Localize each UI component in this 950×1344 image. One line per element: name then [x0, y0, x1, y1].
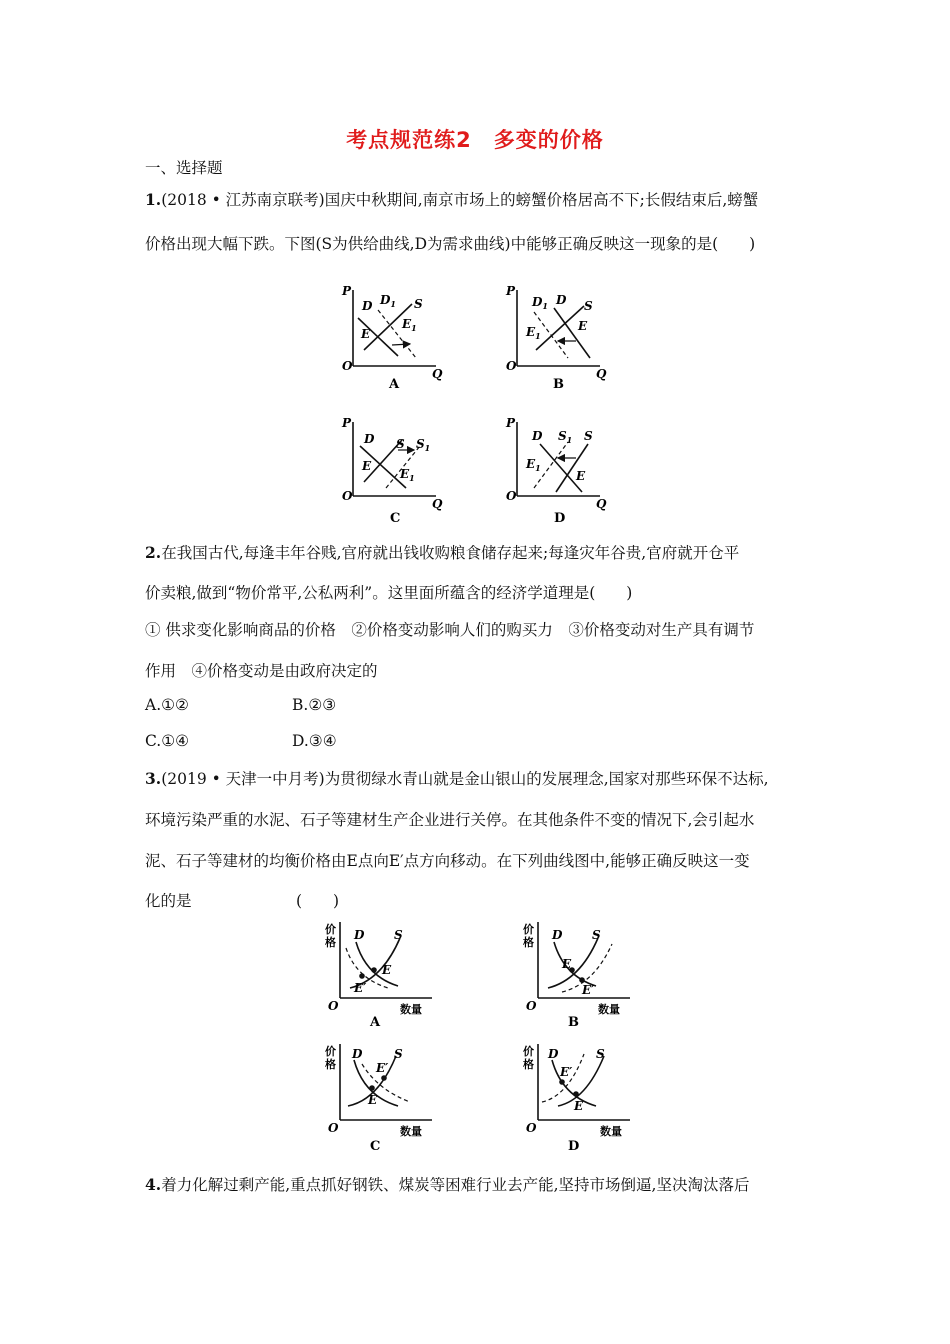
d1-label: $D_1$: [532, 295, 548, 311]
origin-label: O: [506, 359, 517, 373]
s-label: S: [394, 1047, 403, 1061]
q2-statements-1: ① 供求变化影响商品的价格 ②价格变动影响人们的购买力 ③价格变动对生产具有调节: [145, 621, 755, 639]
q2-number: 2.: [145, 543, 162, 562]
q4-number: 4.: [145, 1175, 162, 1194]
q2-line2: 价卖粮,做到“物价常平,公私两利”。这里面所蕴含的经济学道理是( ): [145, 584, 633, 602]
graph-caption: B: [568, 1015, 579, 1030]
quantity-label: 数量: [400, 1125, 422, 1138]
p-axis-label: P: [342, 416, 352, 430]
e-label: E: [362, 459, 372, 473]
q3-graph-a: [322, 918, 440, 1036]
q4-text-1: 着力化解过剩产能,重点抓好钢铁、煤炭等困难行业去产能,坚持市场倒逼,坚决淘汰落后: [161, 1176, 750, 1194]
e-label: E: [578, 319, 588, 333]
page-title: 考点规范练2 多变的价格: [346, 128, 604, 152]
graph-caption: C: [390, 511, 401, 526]
q2-option-c[interactable]: C.①④: [145, 732, 190, 750]
equilibrium-e: [573, 1091, 579, 1097]
price-label-1: 价: [325, 923, 336, 936]
d-label: D: [364, 432, 375, 446]
graph-caption: D: [554, 511, 566, 526]
q3-text-1: (2019 • 天津一中月考)为贯彻绿水青山就是金山银山的发展理念,国家对那些环保不达标,: [161, 770, 769, 788]
e-label: E: [576, 469, 586, 483]
q1-line2: 价格出现大幅下跌。下图(S为供给曲线,D为需求曲线)中能够正确反映这一现象的是( ): [145, 235, 756, 253]
q3-line2: 环境污染严重的水泥、石子等建材生产企业进行关停。在其他条件不变的情况下,会引起水: [145, 811, 755, 829]
graph-caption: C: [370, 1139, 381, 1154]
q1-number: 1.: [145, 190, 162, 209]
q2-line1: [145, 541, 739, 563]
e1-label: $E_1$: [526, 457, 541, 473]
q3-line4: 化的是: [145, 892, 192, 910]
graph-caption: B: [553, 377, 564, 392]
q3-line1: [145, 767, 769, 789]
q1-graph-d: [500, 416, 612, 526]
q1-graph-b: [500, 284, 612, 392]
origin-label: O: [342, 489, 353, 503]
equilibrium-e: [369, 1085, 375, 1091]
e1-label: $E_1$: [400, 467, 415, 483]
q3-answer-paren: ( ): [296, 892, 340, 910]
s-label: S: [584, 429, 593, 443]
origin-label: O: [328, 999, 339, 1013]
d-label: D: [532, 429, 543, 443]
e-prime-label: E′: [582, 983, 595, 997]
e1-label: $E_1$: [402, 317, 417, 333]
d-label: D: [362, 299, 373, 313]
quantity-label: 数量: [600, 1125, 622, 1138]
price-label-1: 价: [523, 1045, 534, 1058]
e-label: E: [361, 327, 371, 341]
price-label-2: 格: [325, 936, 336, 949]
e-label: E: [368, 1093, 378, 1107]
s-label: S: [414, 297, 423, 311]
d-label: D: [552, 928, 563, 942]
equilibrium-e-prime: [359, 973, 365, 979]
q2-statements-2: 作用 ④价格变动是由政府决定的: [145, 662, 378, 680]
q1-graph-a: [336, 284, 448, 392]
equilibrium-e-prime: [381, 1075, 387, 1081]
q3-graph-b: [520, 918, 638, 1036]
e-label: E: [574, 1099, 584, 1113]
s-label: S: [596, 1047, 605, 1061]
d-label: D: [556, 293, 567, 307]
demand-curve: [554, 308, 590, 358]
q-axis-label: Q: [432, 367, 443, 381]
q1-line1: [145, 188, 758, 210]
price-label-2: 格: [523, 936, 534, 949]
d-label: D: [548, 1047, 559, 1061]
e-label: E: [562, 957, 572, 971]
q2-option-b[interactable]: B.②③: [292, 696, 337, 714]
d-label: D: [352, 1047, 363, 1061]
quantity-label: 数量: [598, 1003, 620, 1016]
q1-graph-c: [336, 416, 448, 526]
s1-label: $S_1$: [416, 437, 431, 453]
q2-option-a[interactable]: A.①②: [145, 696, 189, 714]
price-label-1: 价: [325, 1045, 336, 1058]
section-heading: 一、选择题: [145, 159, 223, 177]
e-prime-label: E′: [560, 1065, 573, 1079]
origin-label: O: [526, 1121, 537, 1135]
equilibrium-e-prime: [559, 1079, 565, 1085]
q2-option-d[interactable]: D.③④: [292, 732, 337, 750]
q3-line3: 泥、石子等建材的均衡价格由E点向E′点方向移动。在下列曲线图中,能够正确反映这一变: [145, 852, 750, 870]
e1-label: $E_1$: [526, 325, 541, 341]
graph-caption: A: [370, 1015, 381, 1030]
graph-caption: D: [568, 1139, 580, 1154]
p-axis-label: P: [342, 284, 352, 298]
demand-curve: [356, 942, 398, 986]
q1-text-1: (2018 • 江苏南京联考)国庆中秋期间,南京市场上的螃蟹价格居高不下;长假结束后,螃蟹: [161, 191, 759, 209]
e-label: E: [382, 963, 392, 977]
e-prime-label: E′: [354, 981, 367, 995]
q2-text-1: 在我国古代,每逢丰年谷贱,官府就出钱收购粮食储存起来;每逢灾年谷贵,官府就开仓平: [161, 544, 740, 562]
origin-label: O: [342, 359, 353, 373]
quantity-label: 数量: [400, 1003, 422, 1016]
shift-arrow: [392, 344, 410, 345]
graph-caption: A: [389, 377, 400, 392]
supply-curve: [536, 306, 584, 350]
p-axis-label: P: [506, 284, 516, 298]
s-label: S: [394, 928, 403, 942]
origin-label: O: [526, 999, 537, 1013]
s-label: S: [592, 928, 601, 942]
equilibrium-e: [371, 967, 377, 973]
demand-curve: [554, 942, 596, 986]
q4-line1: [145, 1173, 749, 1195]
origin-label: O: [506, 489, 517, 503]
d-label: D: [354, 928, 365, 942]
q3-graph-c: [322, 1040, 440, 1158]
s-label: S: [396, 437, 405, 451]
price-label-2: 格: [523, 1058, 534, 1071]
e-prime-label: E′: [376, 1061, 389, 1075]
d1-label: $D_1$: [380, 293, 396, 309]
q-axis-label: Q: [432, 497, 443, 511]
q3-number: 3.: [145, 769, 162, 788]
equilibrium-e-prime: [579, 977, 585, 983]
price-label-1: 价: [523, 923, 534, 936]
p-axis-label: P: [506, 416, 516, 430]
q-axis-label: Q: [596, 367, 607, 381]
q-axis-label: Q: [596, 497, 607, 511]
s1-label: $S_1$: [558, 429, 573, 445]
q3-graph-d: [520, 1040, 638, 1158]
price-label-2: 格: [325, 1058, 336, 1071]
origin-label: O: [328, 1121, 339, 1135]
s-label: S: [584, 299, 593, 313]
